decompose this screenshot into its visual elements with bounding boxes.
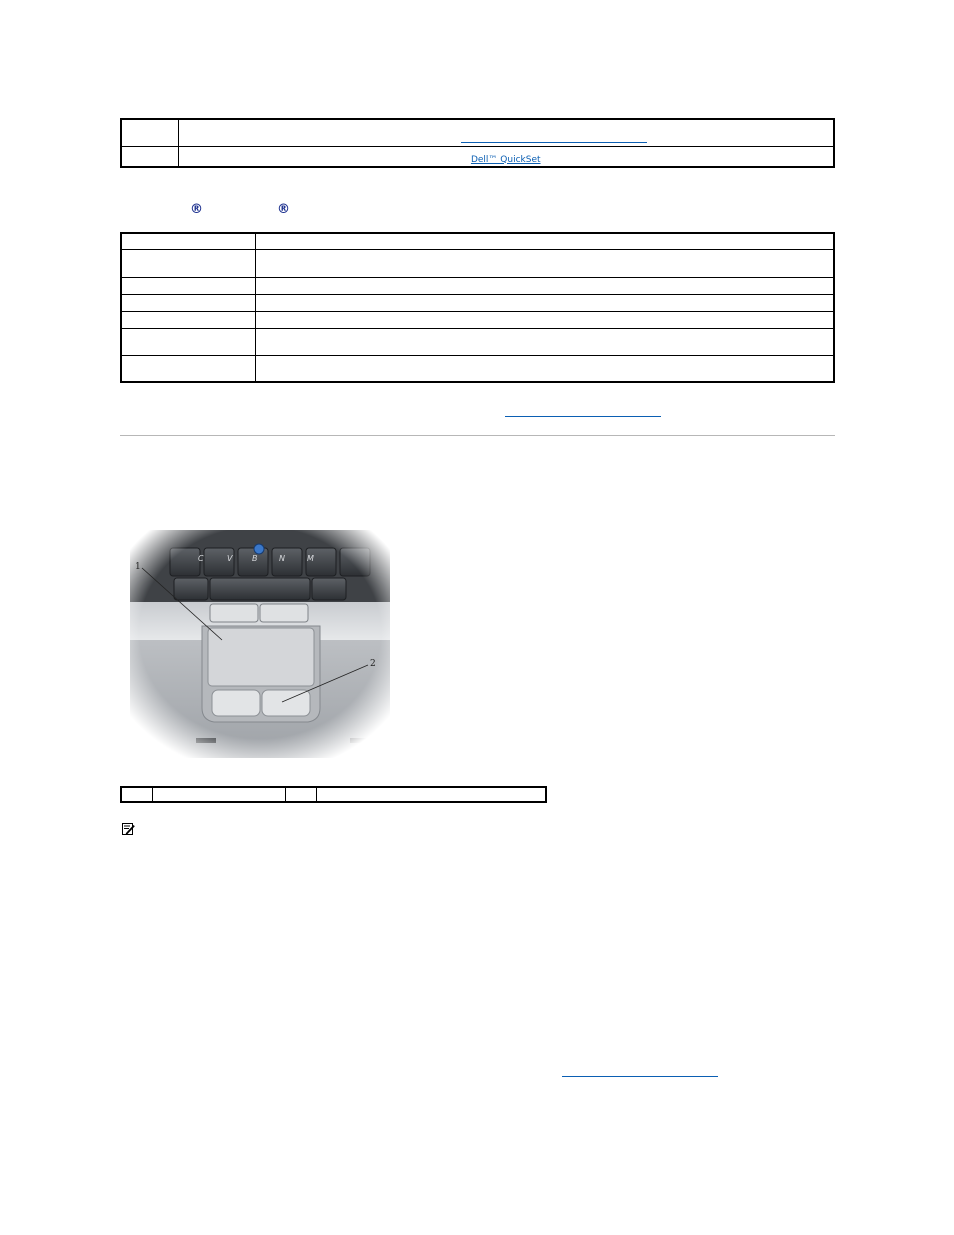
table-cell [255, 233, 834, 249]
table-cell [152, 787, 285, 802]
table-row [121, 119, 834, 146]
table-cell [178, 146, 834, 167]
table-header-row [121, 233, 834, 249]
table-row [121, 311, 834, 328]
edge-fade [130, 530, 390, 758]
table-row [121, 146, 834, 167]
table-cell [121, 294, 255, 311]
table-cell [178, 119, 834, 146]
table-cell [316, 787, 546, 802]
touchpad-figure [130, 530, 390, 758]
table-cell [285, 787, 316, 802]
table-cell [255, 328, 834, 355]
table-cell [121, 311, 255, 328]
callout-number: 1 [135, 562, 141, 572]
table-row [121, 277, 834, 294]
table-row [121, 294, 834, 311]
dell-quickset-link[interactable]: Dell™ QuickSet [470, 154, 541, 165]
registered-mark: ® [190, 202, 203, 217]
table-cell [121, 277, 255, 294]
registered-mark: ® [277, 202, 290, 217]
table-row [121, 249, 834, 277]
table-row [121, 787, 546, 802]
table-cell [121, 233, 255, 249]
table-cell [255, 277, 834, 294]
table-cell [121, 146, 178, 167]
callout-number: 2 [370, 659, 376, 669]
settings-table [120, 232, 835, 383]
cross-reference-link[interactable] [562, 1076, 718, 1077]
table-row [121, 328, 834, 355]
cross-reference-link[interactable] [505, 416, 661, 417]
callout-legend-table [120, 786, 547, 803]
table-cell [255, 311, 834, 328]
table-row [121, 355, 834, 382]
table-cell [255, 355, 834, 382]
top-table [120, 118, 835, 168]
table-cell [121, 328, 255, 355]
section-divider [120, 435, 835, 436]
cross-reference-link[interactable] [461, 142, 647, 143]
table-cell [121, 119, 178, 146]
table-cell [121, 249, 255, 277]
table-cell [255, 294, 834, 311]
note-icon [122, 823, 135, 835]
table-cell [255, 249, 834, 277]
table-cell [121, 787, 152, 802]
table-cell [121, 355, 255, 382]
